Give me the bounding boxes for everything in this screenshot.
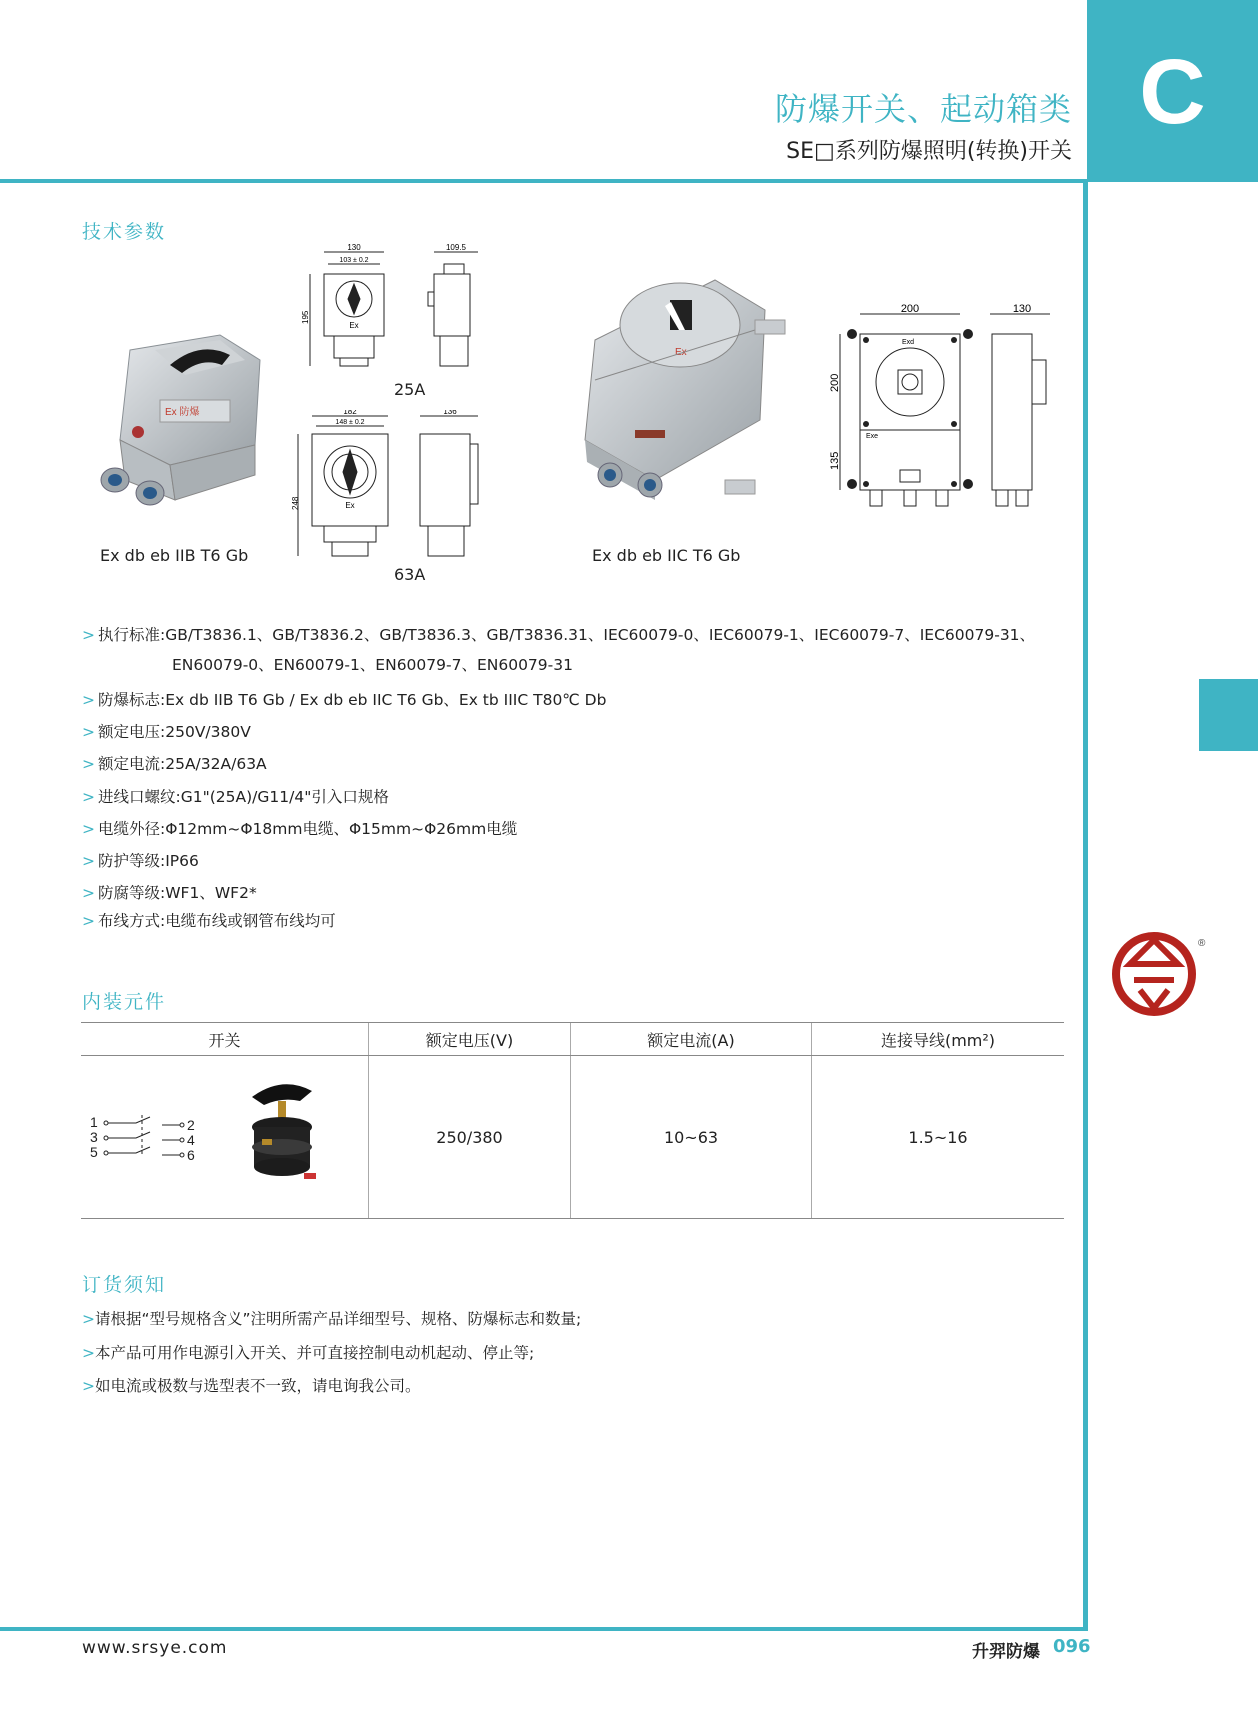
svg-text:200: 200 (829, 373, 841, 392)
svg-text:4: 4 (187, 1132, 195, 1148)
svg-text:5: 5 (90, 1144, 98, 1160)
drawing-25a (300, 244, 500, 376)
svg-text:Ex: Ex (675, 347, 687, 358)
footer-url[interactable]: www.srsye.com (82, 1638, 228, 1658)
svg-text:Exd: Exd (902, 339, 915, 346)
param-label: 防腐等级: (98, 884, 166, 902)
param-label: 进线口螺纹: (98, 788, 181, 806)
svg-text:248: 248 (291, 496, 300, 510)
param-row (82, 790, 389, 806)
svg-text:Exe: Exe (866, 433, 879, 440)
param-label: 额定电流: (98, 755, 166, 773)
header-divider (0, 179, 1087, 183)
product-title: SE□系列防爆照明(转换)开关 (786, 139, 1072, 164)
param-label: 电缆外径: (98, 820, 166, 838)
order-item: >请根据“型号规格含义”注明所需产品详细型号、规格、防爆标志和数量; (82, 1310, 582, 1328)
param-label: 防爆标志: (98, 691, 166, 709)
current-cell: 10~63 (571, 1056, 812, 1219)
caption-25a: 25A (394, 380, 426, 399)
chevron-icon: > (82, 723, 95, 741)
footer-divider (0, 1627, 1088, 1631)
param-value: G1"(25A)/G11/4"引入口规格 (180, 788, 389, 806)
param-value: 25A/32A/63A (165, 755, 267, 773)
chevron-icon: > (82, 1377, 95, 1395)
column-header: 额定电流(A) (571, 1023, 812, 1056)
param-value-continued: EN60079-0、EN60079-1、EN60079-7、EN60079-31 (172, 656, 573, 674)
param-value: WF1、WF2* (165, 884, 257, 902)
svg-text:2: 2 (187, 1117, 195, 1133)
param-label: 执行标准: (98, 626, 166, 644)
svg-text:148 ± 0.2: 148 ± 0.2 (335, 419, 365, 426)
svg-text:®: ® (1198, 938, 1206, 949)
components-table (81, 1022, 1064, 1219)
svg-text:Ex 防爆: Ex 防爆 (165, 407, 200, 418)
param-row (82, 914, 336, 930)
caption-right-photo: Ex db eb IIC T6 Gb (592, 546, 741, 565)
order-item: >本产品可用作电源引入开关、并可直接控制电动机起动、停止等; (82, 1344, 535, 1362)
chevron-icon: > (82, 755, 95, 773)
product-photo-small (100, 330, 270, 510)
switch-diagram (82, 1057, 367, 1213)
svg-text:Ex: Ex (349, 321, 359, 330)
chevron-icon: > (82, 884, 95, 902)
components-heading: 内装元件 (82, 991, 167, 1013)
column-header: 额定电压(V) (369, 1023, 571, 1056)
chevron-icon: > (82, 820, 95, 838)
chevron-icon: > (82, 1310, 95, 1328)
chevron-icon: > (82, 912, 95, 930)
page-number: 096 (1053, 1636, 1091, 1657)
svg-text:109.5: 109.5 (445, 244, 467, 252)
svg-text:200: 200 (900, 303, 920, 315)
svg-text:103 ± 0.2: 103 ± 0.2 (339, 257, 369, 264)
chevron-icon: > (82, 788, 95, 806)
switch-cell (81, 1056, 369, 1219)
param-value: 电缆布线或钢管布线均可 (165, 912, 336, 930)
svg-text:130: 130 (1012, 303, 1032, 315)
chevron-icon: > (82, 691, 95, 709)
right-divider (1083, 179, 1088, 1631)
svg-text:182: 182 (343, 410, 357, 416)
drawing-large (810, 300, 1070, 520)
category-title: 防爆开关、起动箱类 (774, 90, 1072, 128)
param-label: 防护等级: (98, 852, 166, 870)
svg-text:130: 130 (347, 244, 361, 252)
chevron-icon: > (82, 1344, 95, 1362)
svg-text:6: 6 (187, 1147, 195, 1163)
product-photo-large (575, 270, 795, 510)
column-header: 开关 (81, 1023, 369, 1056)
company-logo (1110, 930, 1210, 1020)
section-letter: C (1139, 41, 1206, 143)
voltage-cell: 250/380 (369, 1056, 571, 1219)
caption-left-photo: Ex db eb IIB T6 Gb (100, 546, 249, 565)
column-header: 连接导线(mm²) (812, 1023, 1065, 1056)
param-value: 250V/380V (165, 723, 251, 741)
caption-63a: 63A (394, 565, 426, 584)
param-row (82, 757, 267, 773)
drawing-63a (290, 410, 500, 560)
svg-text:136: 136 (443, 410, 457, 416)
param-row (82, 822, 517, 838)
param-row (82, 628, 1035, 644)
param-value: GB/T3836.1、GB/T3836.2、GB/T3836.3、GB/T3836.31、IEC60079-0、IEC60079-1、IEC60079-7、IEC60079-31、 (165, 626, 1036, 644)
chevron-icon: > (82, 852, 95, 870)
order-item: >如电流或极数与选型表不一致，请电询我公司。 (82, 1377, 421, 1395)
param-row (82, 693, 606, 709)
param-label: 额定电压: (98, 723, 166, 741)
wire-cell: 1.5~16 (812, 1056, 1065, 1219)
order-heading: 订货须知 (82, 1274, 167, 1296)
footer-brand: 升羿防爆 (972, 1642, 1040, 1662)
tech-params-heading: 技术参数 (82, 221, 167, 243)
svg-text:3: 3 (90, 1129, 98, 1145)
table-row (81, 1056, 1064, 1219)
param-value: IP66 (165, 852, 199, 870)
side-tab (1199, 679, 1258, 751)
param-label: 布线方式: (98, 912, 166, 930)
svg-text:195: 195 (301, 310, 310, 324)
svg-text:1: 1 (90, 1114, 98, 1130)
param-row (82, 854, 199, 870)
param-row (82, 725, 251, 741)
chevron-icon: > (82, 626, 95, 644)
svg-text:Ex: Ex (345, 501, 355, 510)
svg-text:135: 135 (829, 451, 841, 470)
param-row (82, 886, 257, 902)
param-value: Φ12mm~Φ18mm电缆、Φ15mm~Φ26mm电缆 (165, 820, 518, 838)
param-value: Ex db IIB T6 Gb / Ex db eb IIC T6 Gb、Ex tb IIIC T80℃ Db (165, 691, 607, 709)
